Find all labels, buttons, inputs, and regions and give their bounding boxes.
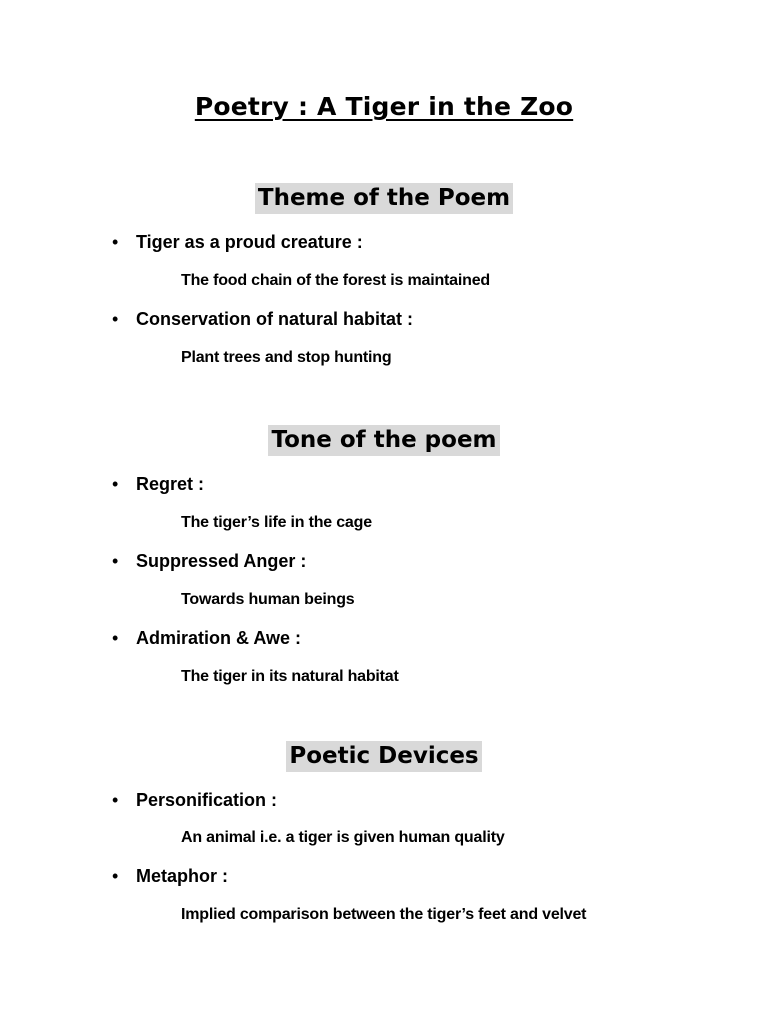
bullet-detail: An animal i.e. a tiger is given human quality	[181, 829, 505, 846]
bullet-item	[112, 627, 301, 649]
bullet-item	[112, 789, 277, 811]
bullet-detail: The tiger’s life in the cage	[181, 514, 372, 531]
page-title: Poetry : A Tiger in the Zoo	[194, 92, 574, 121]
bullet-icon: •	[112, 232, 119, 252]
bullet-icon: •	[112, 309, 119, 329]
bullet-label: Metaphor :	[136, 866, 228, 886]
bullet-icon: •	[112, 474, 119, 494]
bullet-label: Admiration & Awe :	[136, 628, 302, 648]
bullet-label: Regret :	[136, 474, 205, 494]
bullet-item	[112, 865, 228, 887]
bullet-label: Suppressed Anger :	[136, 551, 307, 571]
bullet-item	[112, 308, 413, 330]
bullet-label: Tiger as a proud creature :	[136, 232, 363, 252]
bullet-item	[112, 550, 306, 572]
bullet-icon: •	[112, 790, 119, 810]
bullet-icon: •	[112, 866, 119, 886]
section-heading-label: Tone of the poem	[268, 425, 499, 456]
bullet-item	[112, 473, 204, 495]
bullet-detail: The tiger in its natural habitat	[181, 668, 399, 685]
bullet-icon: •	[112, 551, 119, 571]
bullet-detail: Towards human beings	[181, 591, 355, 608]
section-heading-label: Poetic Devices	[286, 741, 481, 772]
bullet-detail: The food chain of the forest is maintained	[181, 272, 490, 289]
bullet-detail: Plant trees and stop hunting	[181, 349, 392, 366]
section-heading-label: Theme of the Poem	[255, 183, 513, 214]
section-heading-devices	[0, 741, 768, 772]
bullet-icon: •	[112, 628, 119, 648]
section-heading-tone	[0, 425, 768, 456]
bullet-label: Conservation of natural habitat :	[136, 309, 414, 329]
section-heading-theme	[0, 183, 768, 214]
bullet-detail: Implied comparison between the tiger’s feet and velvet	[181, 906, 587, 923]
bullet-label: Personification :	[136, 790, 278, 810]
bullet-item	[112, 231, 363, 253]
